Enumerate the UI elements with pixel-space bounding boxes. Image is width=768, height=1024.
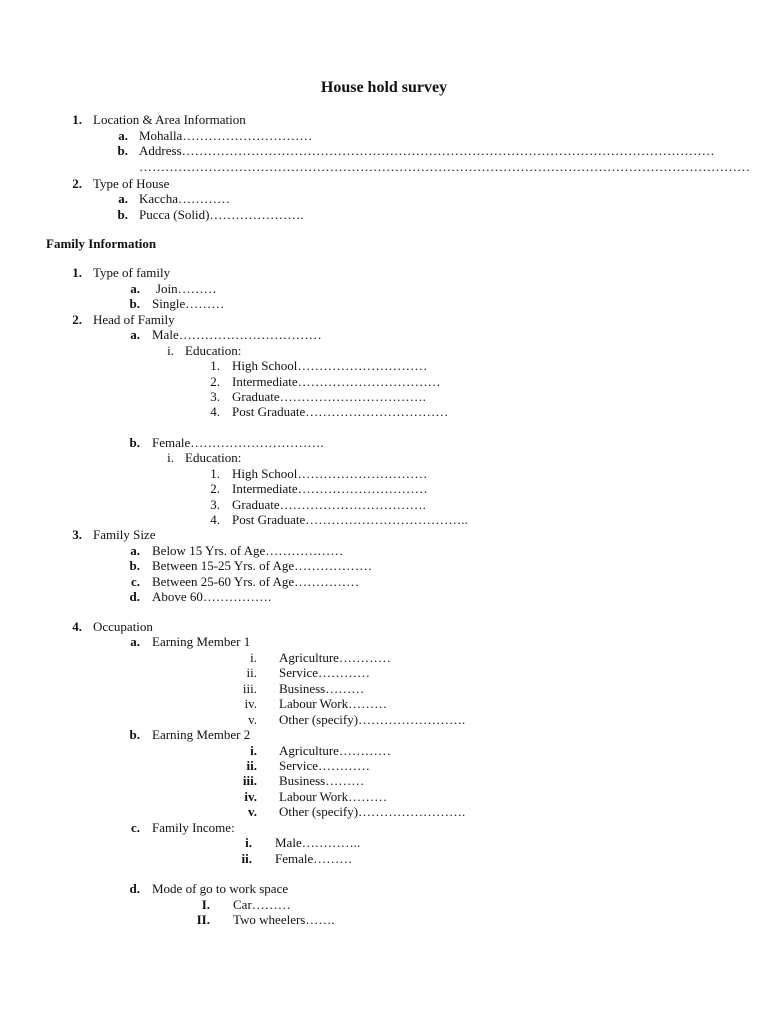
list-marker: ii. bbox=[246, 758, 257, 773]
list-marker: 1. bbox=[72, 265, 82, 280]
list-item-mode-two-wheelers bbox=[0, 912, 768, 927]
list-marker: 2. bbox=[72, 176, 82, 191]
list-item-single bbox=[0, 296, 768, 311]
list-item-e2-4 bbox=[0, 789, 768, 804]
address-field: Address…………………………………………………………………………………………………………… bbox=[139, 143, 715, 158]
occupation-field: Service………… bbox=[279, 665, 370, 680]
list-marker: iv. bbox=[244, 789, 257, 804]
list-marker: i. bbox=[167, 343, 174, 358]
occupation-field: Service………… bbox=[279, 758, 370, 773]
mode-field: Car……… bbox=[233, 897, 291, 912]
edu-field: Post Graduate…………………………… bbox=[232, 404, 449, 419]
list-item-label: Mode of go to work space bbox=[152, 881, 289, 896]
list-item-label: Type of House bbox=[93, 176, 170, 191]
size-field: Above 60……………. bbox=[152, 589, 272, 604]
occupation-field: Agriculture………… bbox=[279, 650, 391, 665]
list-marker: d. bbox=[129, 589, 140, 604]
list-marker: a. bbox=[130, 327, 140, 342]
list-marker: c. bbox=[130, 820, 140, 835]
list-item-e1-3 bbox=[0, 681, 768, 696]
list-item-occupation bbox=[0, 619, 768, 634]
income-field: Male………….. bbox=[275, 835, 361, 850]
list-item-female-edu-3 bbox=[0, 497, 768, 512]
list-item-female-education bbox=[0, 450, 768, 465]
address-continuation bbox=[0, 159, 768, 174]
list-marker: b. bbox=[129, 296, 140, 311]
list-marker: 2. bbox=[210, 481, 220, 496]
address-field-continued: …………………………………………………………………………………………………………………………… bbox=[139, 159, 750, 174]
list-item-female-edu-2 bbox=[0, 481, 768, 496]
list-item-size-a bbox=[0, 543, 768, 558]
list-item-label: Earning Member 2 bbox=[152, 727, 251, 742]
list-item-male-edu-4 bbox=[0, 404, 768, 419]
occupation-field: Labour Work……… bbox=[279, 789, 388, 804]
page-title: House hold survey bbox=[320, 79, 448, 96]
occupation-field: Business……… bbox=[279, 681, 365, 696]
list-item-earner-1 bbox=[0, 634, 768, 649]
list-item-e2-1 bbox=[0, 743, 768, 758]
list-marker: 4. bbox=[210, 512, 220, 527]
list-item-label: Education: bbox=[185, 343, 242, 358]
list-item-male-edu-2 bbox=[0, 374, 768, 389]
list-item-mode-car bbox=[0, 897, 768, 912]
size-field: Below 15 Yrs. of Age……………… bbox=[152, 543, 344, 558]
list-marker: 1. bbox=[72, 112, 82, 127]
list-marker: II. bbox=[196, 912, 210, 927]
size-field: Between 15-25 Yrs. of Age……………… bbox=[152, 558, 373, 573]
occupation-field: Agriculture………… bbox=[279, 743, 391, 758]
list-item-house-type bbox=[0, 176, 768, 191]
list-item-label: Type of family bbox=[93, 265, 171, 280]
list-marker: 3. bbox=[72, 527, 82, 542]
pucca-field: Pucca (Solid)…………………. bbox=[139, 207, 304, 222]
list-marker: a. bbox=[130, 634, 140, 649]
occupation-field: Other (specify)……………………. bbox=[279, 712, 466, 727]
list-marker: I. bbox=[201, 897, 210, 912]
list-marker: a. bbox=[130, 543, 140, 558]
list-item-male-education bbox=[0, 343, 768, 358]
list-marker: 3. bbox=[210, 389, 220, 404]
list-item-female bbox=[0, 435, 768, 450]
list-marker: iv. bbox=[244, 696, 257, 711]
list-item-male-edu-3 bbox=[0, 389, 768, 404]
list-marker: 3. bbox=[210, 497, 220, 512]
single-field: Single……… bbox=[152, 296, 225, 311]
list-marker: iii. bbox=[242, 681, 257, 696]
list-marker: 2. bbox=[210, 374, 220, 389]
list-marker: iii. bbox=[242, 773, 257, 788]
list-item-e1-4 bbox=[0, 696, 768, 711]
list-marker: b. bbox=[129, 558, 140, 573]
occupation-field: Labour Work……… bbox=[279, 696, 388, 711]
kaccha-field: Kaccha………… bbox=[139, 191, 230, 206]
list-item-size-b bbox=[0, 558, 768, 573]
list-item-label: Education: bbox=[185, 450, 242, 465]
list-item-income-female bbox=[0, 851, 768, 866]
list-item-label: Family Size bbox=[93, 527, 156, 542]
list-item-female-edu-4 bbox=[0, 512, 768, 527]
list-item-size-d bbox=[0, 589, 768, 604]
list-marker: ii. bbox=[246, 665, 257, 680]
list-marker: 2. bbox=[72, 312, 82, 327]
list-marker: i. bbox=[167, 450, 174, 465]
list-marker: v. bbox=[248, 712, 257, 727]
section-heading-family: Family Information bbox=[46, 236, 157, 251]
list-marker: c. bbox=[130, 574, 140, 589]
list-item-e1-5 bbox=[0, 712, 768, 727]
list-marker: i. bbox=[245, 835, 252, 850]
edu-field: Graduate……………………………. bbox=[232, 497, 426, 512]
list-item-size-c bbox=[0, 574, 768, 589]
list-marker: 4. bbox=[210, 404, 220, 419]
edu-field: High School………………………… bbox=[232, 466, 428, 481]
list-marker: 1. bbox=[210, 358, 220, 373]
list-marker: 1. bbox=[210, 466, 220, 481]
list-marker: b. bbox=[129, 435, 140, 450]
male-field: Male…………………………… bbox=[152, 327, 322, 342]
list-marker: i. bbox=[250, 650, 257, 665]
list-item-income bbox=[0, 820, 768, 835]
list-marker: a. bbox=[118, 128, 128, 143]
list-item-pucca bbox=[0, 207, 768, 222]
mohalla-field: Mohalla………………………… bbox=[139, 128, 313, 143]
occupation-field: Other (specify)……………………. bbox=[279, 804, 466, 819]
edu-field: Intermediate………………………… bbox=[232, 481, 428, 496]
list-item-income-male bbox=[0, 835, 768, 850]
list-item-location bbox=[0, 112, 768, 127]
list-marker: i. bbox=[250, 743, 257, 758]
list-item-label: Location & Area Information bbox=[93, 112, 246, 127]
list-marker: 4. bbox=[72, 619, 82, 634]
mode-field: Two wheelers……. bbox=[233, 912, 335, 927]
list-item-e1-1 bbox=[0, 650, 768, 665]
list-marker: b. bbox=[117, 207, 128, 222]
list-marker: ii. bbox=[241, 851, 252, 866]
list-item-e2-3 bbox=[0, 773, 768, 788]
size-field: Between 25-60 Yrs. of Age…………… bbox=[152, 574, 360, 589]
list-item-address bbox=[0, 143, 768, 158]
edu-field: Intermediate…………………………… bbox=[232, 374, 441, 389]
list-item-male bbox=[0, 327, 768, 342]
list-item-head bbox=[0, 312, 768, 327]
list-item-female-edu-1 bbox=[0, 466, 768, 481]
list-item-join bbox=[0, 281, 768, 296]
list-marker: d. bbox=[129, 881, 140, 896]
list-item-mohalla bbox=[0, 128, 768, 143]
list-marker: b. bbox=[129, 727, 140, 742]
list-item-mode bbox=[0, 881, 768, 896]
female-field: Female…………………………. bbox=[152, 435, 324, 450]
occupation-field: Business……… bbox=[279, 773, 365, 788]
list-item-label: Occupation bbox=[93, 619, 153, 634]
list-item-label: Family Income: bbox=[152, 820, 235, 835]
income-field: Female……… bbox=[275, 851, 353, 866]
list-marker: v. bbox=[247, 804, 257, 819]
list-item-kaccha bbox=[0, 191, 768, 206]
list-marker: a. bbox=[118, 191, 128, 206]
list-item-family-type bbox=[0, 265, 768, 280]
edu-field: Graduate……………………………. bbox=[232, 389, 426, 404]
list-item-e2-2 bbox=[0, 758, 768, 773]
edu-field: Post Graduate……………………………….. bbox=[232, 512, 468, 527]
list-item-earner-2 bbox=[0, 727, 768, 742]
list-item-male-edu-1 bbox=[0, 358, 768, 373]
list-item-e1-2 bbox=[0, 665, 768, 680]
list-item-e2-5 bbox=[0, 804, 768, 819]
list-item-family-size bbox=[0, 527, 768, 542]
edu-field: High School………………………… bbox=[232, 358, 428, 373]
list-item-label: Earning Member 1 bbox=[152, 634, 251, 649]
list-marker: b. bbox=[117, 143, 128, 158]
join-field: Join……… bbox=[156, 281, 217, 296]
list-marker: a. bbox=[130, 281, 140, 296]
list-item-label: Head of Family bbox=[93, 312, 175, 327]
